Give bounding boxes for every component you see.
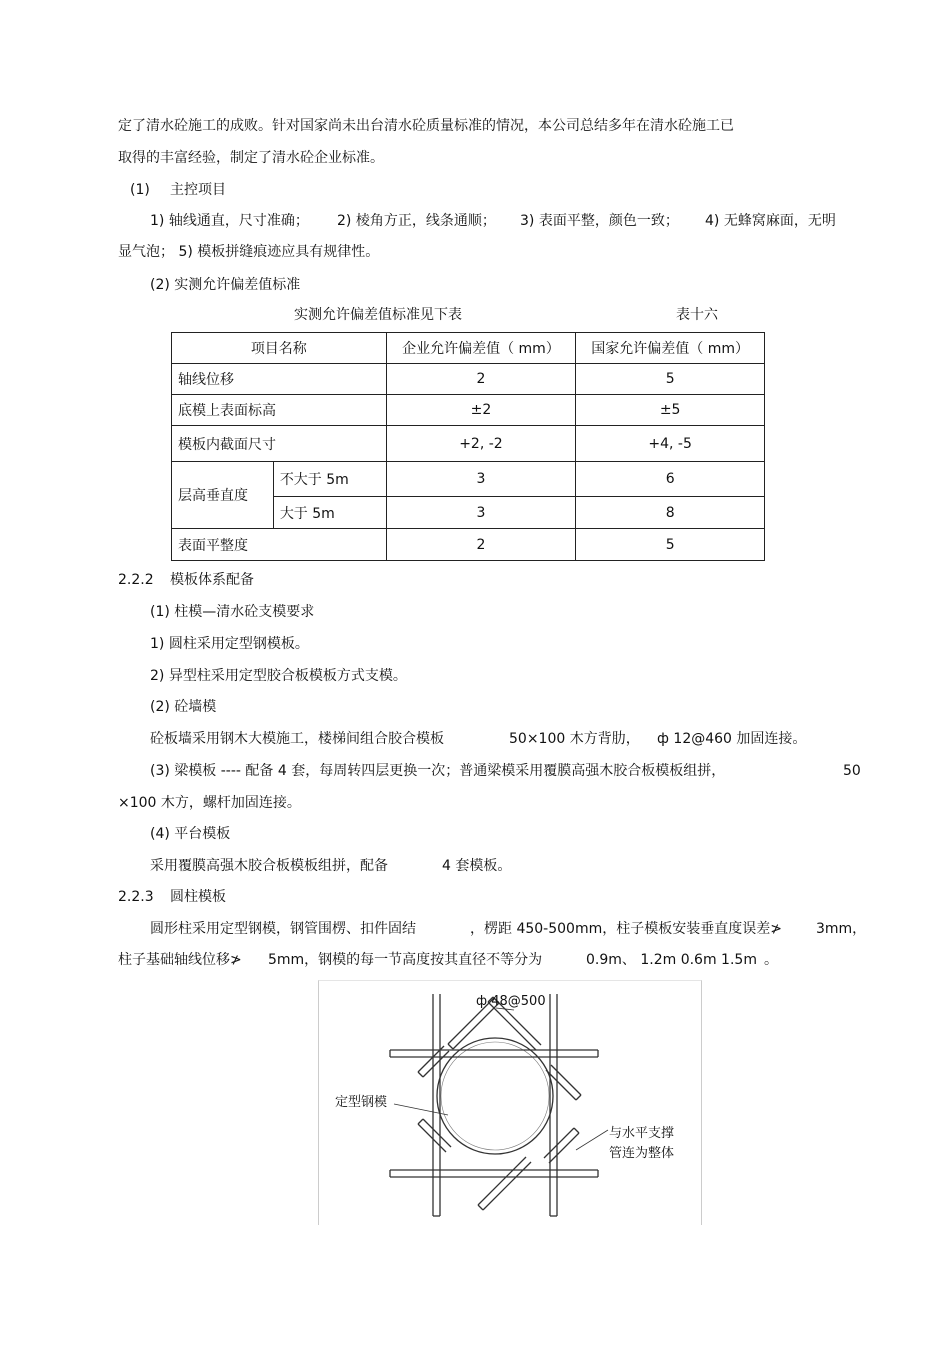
table-cell: 2 — [386, 364, 576, 395]
table-cell: 8 — [576, 497, 765, 529]
paragraph-line: 采用覆膜高强木胶合板模板组拼，配备 — [150, 858, 388, 874]
paragraph-line: (4) 平台模板 — [150, 826, 231, 842]
paragraph-line: 砼板墙采用钢木大模施工，楼梯间组合胶合模板 — [150, 731, 444, 747]
heading-title: 模板体系配备 — [170, 572, 254, 588]
paragraph-line: 50×100 木方背肋， — [509, 731, 640, 747]
paragraph-line: 2) 异型柱采用定型胶合板模板方式支模。 — [150, 668, 407, 684]
table-cell: ±2 — [386, 395, 576, 426]
paragraph-line: 4) 无蜂窝麻面，无明 — [705, 213, 836, 229]
paragraph-line: (1) 柱模—清水砼支模要求 — [150, 604, 315, 620]
table-cell: 轴线位移 — [172, 364, 387, 395]
table-header: 国家允许偏差值（ mm） — [576, 333, 765, 364]
paragraph-line: 1) 轴线通直，尺寸准确； — [150, 213, 309, 229]
leader-line — [576, 1130, 608, 1150]
heading-number: 2.2.2 — [118, 572, 154, 588]
tolerance-table — [171, 332, 765, 561]
section-title: 主控项目 — [170, 182, 226, 198]
table-cell: 模板内截面尺寸 — [172, 426, 387, 462]
paragraph-line: ×100 木方，螺杆加固连接。 — [118, 795, 301, 811]
paragraph-line: 3) 表面平整，颜色一致； — [520, 213, 679, 229]
paragraph-line: 3mm， — [816, 921, 867, 937]
diagonal-brace — [544, 1128, 579, 1163]
paragraph-line: ф 12@460 加固连接。 — [657, 731, 807, 747]
table-cell: 不大于 5m — [273, 462, 386, 497]
table-caption: 实测允许偏差值标准见下表 — [294, 307, 462, 323]
paragraph-line: (3) 梁模板 ---- 配备 4 套，每周转四层更换一次；普通梁模采用覆膜高强木胶合板模板组拼， — [150, 763, 726, 779]
paragraph-line: 柱子基础轴线位移≯ — [118, 952, 242, 968]
paragraph-line: 定了清水砼施工的成败。针对国家尚未出台清水砼质量标准的情况，本公司总结多年在清水砼施工已 — [118, 118, 734, 134]
column-inner-circle — [441, 1042, 549, 1150]
paragraph-line: 1) 圆柱采用定型钢模板。 — [150, 636, 309, 652]
section-number: (1) — [130, 182, 150, 198]
paragraph-line: 2) 棱角方正，线条通顺； — [337, 213, 496, 229]
table-cell: ±5 — [576, 395, 765, 426]
table-cell: 5 — [576, 529, 765, 561]
section-title: (2) 实测允许偏差值标准 — [150, 277, 301, 293]
table-cell: 6 — [576, 462, 765, 497]
table-header: 企业允许偏差值（ mm） — [386, 333, 576, 364]
paragraph-line: (2) 砼墙模 — [150, 699, 217, 715]
diagonal-brace — [418, 1119, 451, 1152]
diagonal-brace — [478, 1157, 531, 1210]
paragraph-line: 0.9m、 1.2m 0.6m 1.5m — [586, 952, 757, 968]
table-cell: 大于 5m — [273, 497, 386, 529]
heading-title: 圆柱模板 — [170, 889, 226, 905]
table-cell: 底模上表面标高 — [172, 395, 387, 426]
table-cell: 3 — [386, 497, 576, 529]
column-formwork-diagram — [318, 980, 702, 1224]
paragraph-line: 取得的丰富经验，制定了清水砼企业标准。 — [118, 150, 384, 166]
column-circle — [437, 1038, 553, 1154]
table-number: 表十六 — [676, 307, 718, 323]
table-header: 项目名称 — [172, 333, 387, 364]
table-cell: +4, -5 — [576, 426, 765, 462]
steel-form-label: 定型钢模 — [335, 1095, 388, 1110]
table-cell: +2, -2 — [386, 426, 576, 462]
table-cell: 层高垂直度 — [172, 462, 274, 529]
paragraph-line: 显气泡； 5) 模板拼缝痕迹应具有规律性。 — [118, 244, 380, 260]
heading-number: 2.2.3 — [118, 889, 154, 905]
table-cell: 表面平整度 — [172, 529, 387, 561]
paragraph-line: ，楞距 450-500mm，柱子模板安装垂直度误差≯ — [470, 921, 782, 937]
paragraph-line: 50 — [843, 763, 861, 779]
paragraph-line: 4 套模板。 — [442, 858, 512, 874]
paragraph-line: 5mm，钢模的每一节高度按其直径不等分为 — [268, 952, 543, 968]
table-cell: 5 — [576, 364, 765, 395]
paragraph-line: 圆形柱采用定型钢模，钢管围楞、扣件固结 — [150, 921, 416, 937]
tube-spacing-label: ф 48@500 — [476, 994, 546, 1009]
paragraph-line: 。 — [764, 952, 778, 968]
table-cell: 3 — [386, 462, 576, 497]
support-label-line1: 与水平支撑 — [609, 1126, 675, 1141]
table-cell: 2 — [386, 529, 576, 561]
support-label-line2: 管连为整体 — [609, 1146, 675, 1161]
